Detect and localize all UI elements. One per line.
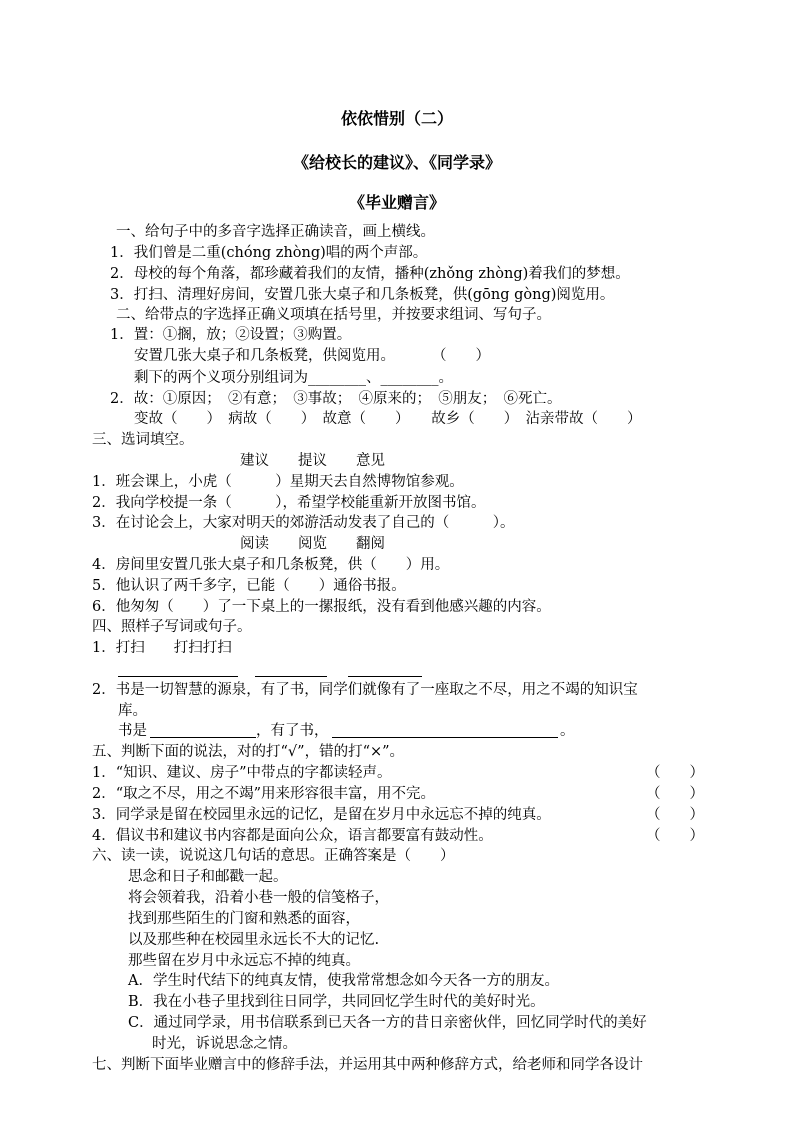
section-3-item-3: 3．在讨论会上，大家对明天的郊游活动发表了自己的（ ）。 (92, 515, 515, 531)
answer-blank[interactable] (348, 676, 422, 677)
main-title: 依依惜别（二） (340, 109, 453, 128)
section-3-heading: 三、选词填空。 (92, 432, 194, 448)
section-2-q2-words: 变故（ ） 病故（ ） 故意（ ） 故乡（ ） 沾亲带故（ ） (134, 411, 642, 427)
section-1-item-1: 1．我们曾是二重(chóng zhòng)唱的两个声部。 (110, 245, 428, 261)
answer-blank[interactable] (255, 676, 327, 677)
answer-paren[interactable]: （ ） (646, 807, 704, 823)
section-4-q2-line1: 2．书是一切智慧的源泉，有了书，同学们就像有了一座取之不尽，用之不竭的知识宝 (92, 682, 638, 698)
poem-line-5: 那些留在岁月中永远忘不掉的纯真。 (128, 953, 360, 969)
section-5-item-1: 1．“知识、建议、房子”中带点的字都读轻声。 (92, 765, 392, 781)
section-2-heading: 二、给带点的字选择正确义项填在括号里，并按要求组词、写句子。 (116, 307, 551, 323)
word-choices-1: 建议 提议 意见 (240, 453, 385, 469)
section-5-item-3: 3．同学录是留在校园里永远的记忆，是留在岁月中永远忘不掉的纯真。 (92, 807, 551, 823)
section-4-template-b: ，有了书， (256, 723, 329, 739)
section-7-heading: 七、判断下面毕业赠言中的修辞手法，并运用其中两种修辞方式，给老师和同学各设计 (92, 1057, 643, 1073)
poem-line-4: 以及那些种在校园里永远长不大的记忆. (128, 932, 380, 948)
word-choices-2: 阅读 阅览 翻阅 (240, 536, 385, 552)
section-5-heading: 五、判断下面的说法，对的打“√”，错的打“×”。 (92, 744, 405, 760)
section-3-item-4: 4．房间里安置几张大桌子和几条板凳，供（ ）用。 (92, 557, 450, 573)
answer-blank[interactable] (150, 737, 256, 738)
poem-line-2: 将会领着我，沿着小巷一般的信笺格子， (128, 890, 389, 906)
section-4-heading: 四、照样子写词或句子。 (92, 619, 252, 635)
option-c: C．通过同学录，用书信联系到已天各一方的昔日亲密伙伴，回忆同学时代的美好 (128, 1015, 647, 1031)
subtitle-2: 《毕业赠言》 (348, 193, 445, 212)
section-3-item-5: 5．他认识了两千多字，已能（ ）通俗书报。 (92, 578, 406, 594)
section-2-q1-sentence: 安置几张大桌子和几条板凳，供阅览用。 (134, 348, 395, 364)
answer-blank[interactable] (118, 676, 238, 677)
section-1-item-3: 3．打扫、清理好房间，安置几张大桌子和几条板凳，供(gōng gòng)阅览用。 (110, 287, 615, 303)
section-2-q1-words: 剩下的两个义项分别组词为________、________。 (134, 370, 453, 386)
section-5-item-4: 4．倡议书和建议书内容都是面向公众，语言都要富有鼓动性。 (92, 828, 493, 844)
answer-paren[interactable]: （ ） (646, 786, 704, 802)
section-2-q1: 1．置：①搁，放；②设置；③购置。 (110, 327, 352, 343)
section-1-heading: 一、给句子中的多音字选择正确读音，画上横线。 (116, 224, 435, 240)
section-1-item-2: 2．母校的每个角落，都珍藏着我们的友情，播种(zhǒng zhòng)着我们的梦想。 (110, 266, 630, 282)
section-4-q1: 1．打扫 打扫打扫 (92, 640, 232, 656)
section-4-q2-line2: 库。 (118, 703, 147, 719)
poem-line-3: 找到那些陌生的门窗和熟悉的面容， (128, 911, 360, 927)
section-5-item-2: 2．“取之不尽，用之不竭”用来形容很丰富，用不完。 (92, 786, 436, 802)
option-c-continued: 时光，诉说思念之情。 (152, 1036, 297, 1052)
answer-paren[interactable]: （ ） (432, 348, 490, 364)
poem-line-1: 思念和日子和邮戳一起。 (128, 869, 288, 885)
answer-paren[interactable]: （ ） (646, 828, 704, 844)
subtitle-1: 《给校长的建议》、《同学录》 (292, 153, 501, 172)
section-2-q2: 2．故：①原因； ②有意； ③事故； ④原来的； ⑤朋友； ⑥死亡。 (110, 391, 562, 407)
option-b: B．我在小巷子里找到往日同学，共同回忆学生时代的美好时光。 (128, 994, 545, 1010)
section-4-template-c: 。 (560, 723, 575, 739)
section-3-item-2: 2．我向学校提一条（ ），希望学校能重新开放图书馆。 (92, 495, 486, 511)
answer-paren[interactable]: （ ） (646, 765, 704, 781)
section-3-item-1: 1．班会课上，小虎（ ）星期天去自然博物馆参观。 (92, 474, 464, 490)
answer-blank[interactable] (332, 737, 558, 738)
option-a: A．学生时代结下的纯真友情，使我常常想念如今天各一方的朋友。 (128, 973, 559, 989)
section-3-item-6: 6．他匆匆（ ）了一下桌上的一摞报纸，没有看到他感兴趣的内容。 (92, 599, 551, 615)
section-4-template-a: 书是 (118, 723, 147, 739)
section-6-heading: 六、读一读，说说这几句话的意思。正确答案是（ ） (92, 848, 455, 864)
